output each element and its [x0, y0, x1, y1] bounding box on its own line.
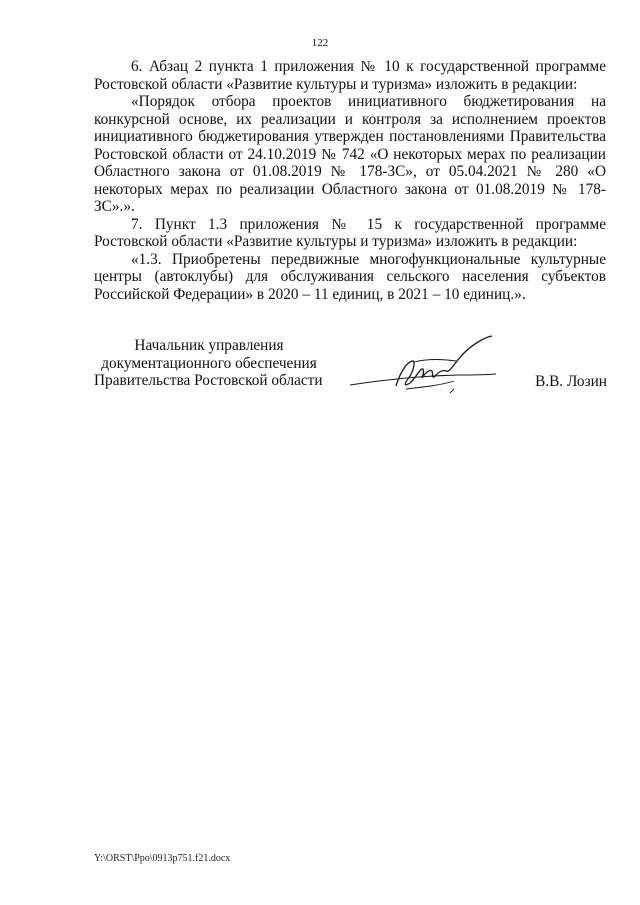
paragraph: «1.3. Приобретены передвижные многофункциональные культурные центры (автоклубы) для обслуживания сельского населения субъектов Российской Федерации» в 2020 – 11 единиц, в 2021 – 10 единиц.». [94, 250, 606, 303]
signer-title-line: Начальник управления [134, 337, 284, 354]
handwritten-signature [346, 331, 506, 403]
file-path-footer: Y:\ORST\Ppo\0913p751.f21.docx [94, 853, 231, 864]
paragraph: 6. Абзац 2 пункта 1 приложения № 10 к государственной программе Ростовской области «Развитие культуры и туризма» изложить в редакции: [94, 58, 606, 93]
signer-name: В.В. Лозин [535, 373, 607, 390]
paragraph: «Порядок отбора проектов инициативного бюджетирования на конкурсной основе, их реализации и контроля за исполнением проектов инициативного бюджетирования утвержден постановлениями Правительства Ростовской области от 24.10.2019 № 742 «О некоторых мерах по реализации Областного закона от 01.08.2019 № 178-ЗС», от 05.04.2021 № 280 «О некоторых мерах по реализации Областного закона от 01.08.2019 № 178-ЗС».». [94, 93, 606, 215]
signer-title-line: документационного обеспечения [101, 354, 317, 372]
signature-block [0, 337, 640, 417]
document-body [94, 58, 606, 303]
signer-title [94, 337, 324, 390]
signer-title-line: Правительства Ростовской области [94, 372, 323, 389]
page-number: 122 [311, 37, 329, 49]
paragraph: 7. Пункт 1.3 приложения № 15 к государственной программе Ростовской области «Развитие культуры и туризма» изложить в редакции: [94, 215, 606, 250]
